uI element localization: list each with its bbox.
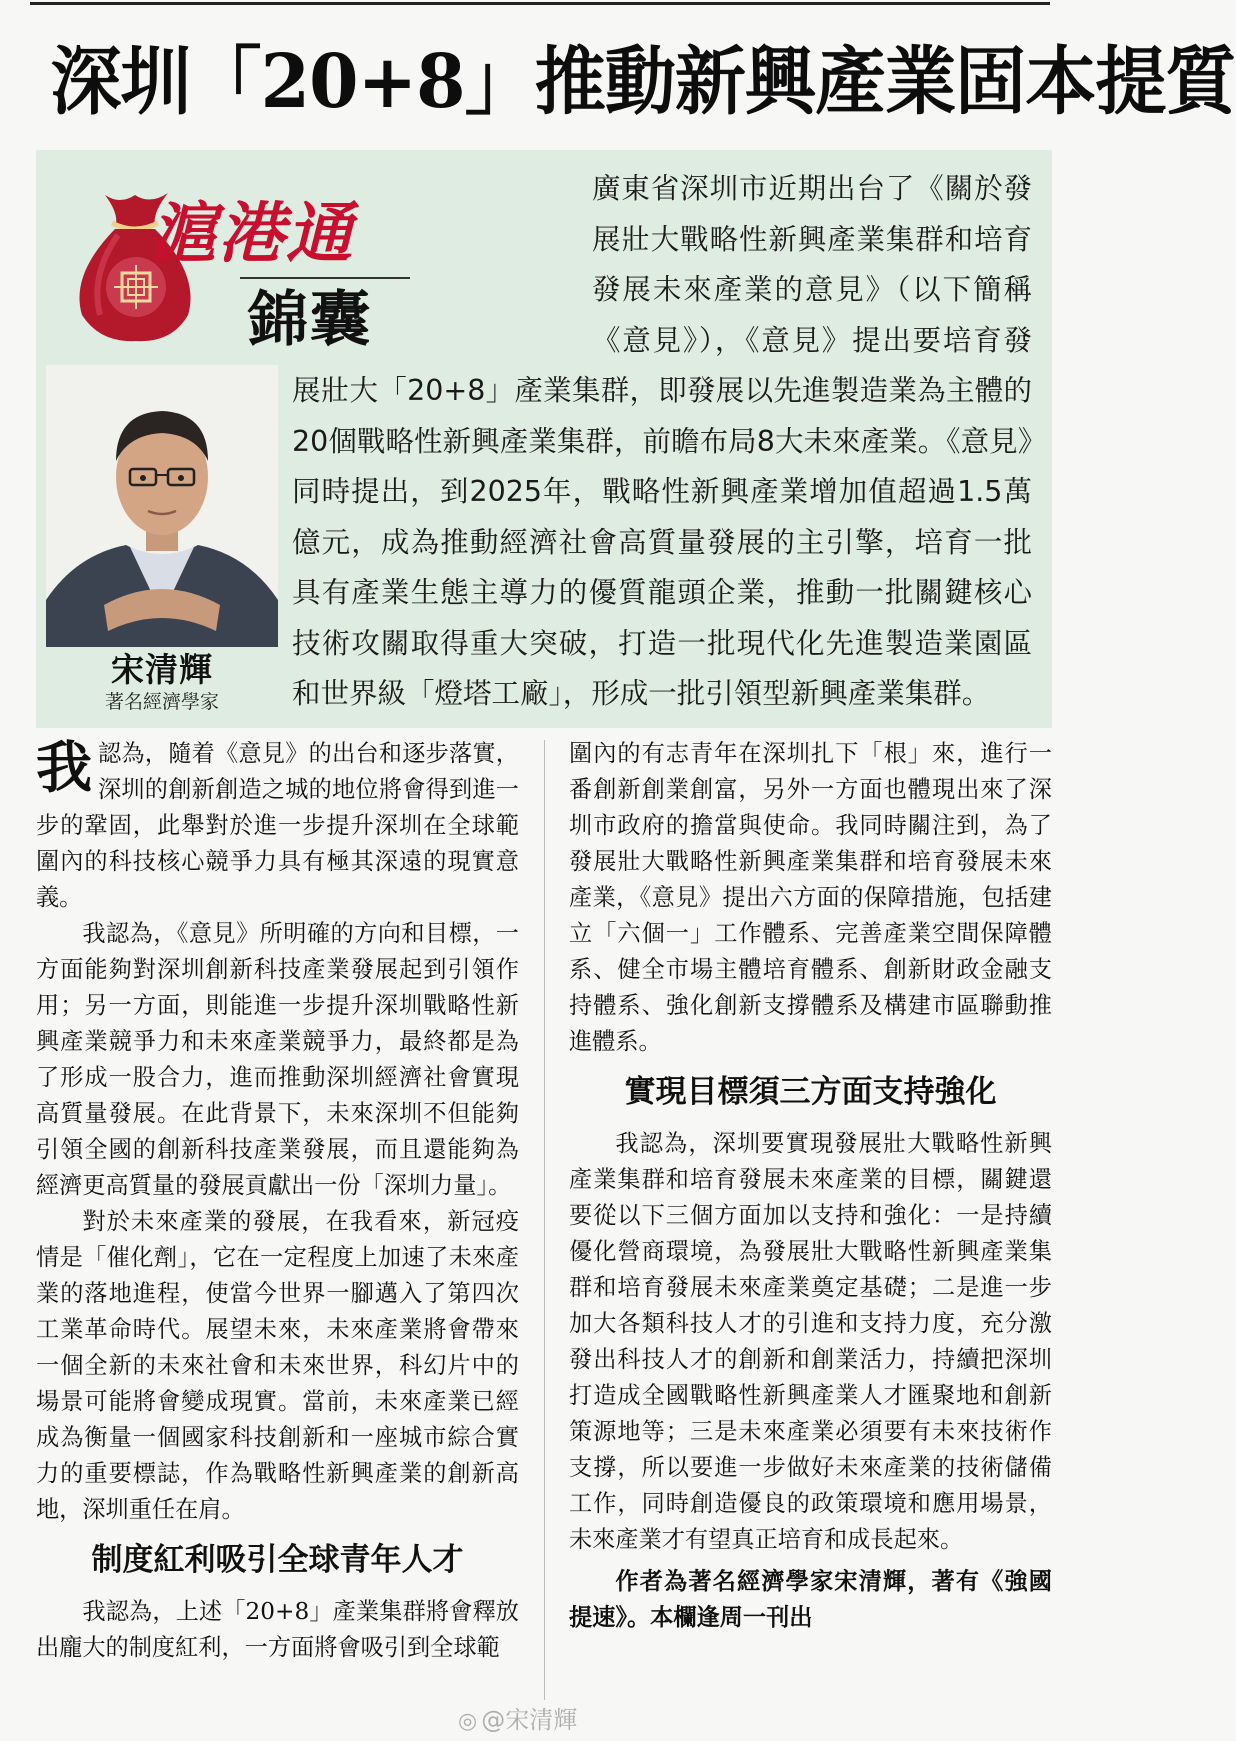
top-rule [30,2,1050,5]
watermark-text: @宋清輝 [481,1706,578,1734]
paragraph-text: 認為，隨着《意見》的出台和逐步落實，深圳的創新創造之城的地位將會得到進一步的鞏固，此舉對於進一步提升深圳在全球範圍內的科技核心競爭力具有極其深遠的現實意義。 [36,740,519,911]
article-column-left [36,736,519,1666]
subheading: 實現目標須三方面支持強化 [624,1074,997,1110]
body-paragraph: 對於未來產業的發展，在我看來，新冠疫情是「催化劑」，它在一定程度上加速了未來產業的落地進程，使當今世界一腳邁入了第四次工業革命時代。展望未來，未來產業將會帶來一個全新的未來社會和未來世界，科幻片中的場景可能將會變成現實。當前，未來產業已經成為衡量一個國家科技創新和一座城市綜合實力的重要標誌，作為戰略性新興產業的創新高地，深圳重任在肩。 [36,1208,519,1523]
watermark [458,1700,577,1735]
column-logo-title: 滬港通 [150,194,354,272]
body-paragraph: 我認為，《意見》所明確的方向和目標，一方面能夠對深圳創新科技產業發展起到引領作用；另一方面，則能進一步提升深圳戰略性新興產業競爭力和未來產業競爭力，最終都是為了形成一股合力，進而推動深圳經濟社會實現高質量發展。在此背景下，未來深圳不但能夠引領全國的創新科技產業發展，而且還能夠為經濟更高質量的發展貢獻出一份「深圳力量」。 [36,920,519,1199]
author-name: 宋清輝 [111,650,213,689]
author-title: 著名經濟學家 [104,691,219,713]
body-paragraph-continued: 圍內的有志青年在深圳扎下「根」來，進行一番創新創業創富，另外一方面也體現出來了深圳市政府的擔當與使命。我同時關注到，為了發展壯大戰略性新興產業集群和培育發展未來產業，《意見》提出六方面的保障措施，包括建立「六個一」工作體系、完善產業空間保障體系、健全市場主體培育體系、創新財政金融支持體系、強化創新支撐體系及構建市區聯動推進體系。 [569,740,1052,1055]
article-column-right [569,736,1052,1636]
author-byline [46,650,278,720]
intro-paragraph [292,164,1032,720]
weibo-icon: ◎ [458,1709,478,1734]
body-paragraph: 我認為，上述「20+8」產業集群將會釋放出龐大的制度紅利，一方面將會吸引到全球範 [36,1598,519,1661]
column-logo-subtitle: 錦囊 [248,285,372,355]
intro-wrap-spacer [292,164,592,366]
subheading: 制度紅利吸引全球青年人才 [91,1542,464,1578]
intro-text: 廣東省深圳市近期出台了《關於發展壯大戰略性新興產業集群和培育發展未來產業的意見》（以下簡稱《意見》），《意見》提出要培育發展壯大「20+8」產業集群，即發展以先進製造業為主體的20個戰略性新興產業集群，前瞻布局8大未來產業。《意見》同時提出，到2025年，戰略性新興產業增加值超過1.5萬億元，成為推動經濟社會高質量發展的主引擎，培育一批具有產業生態主導力的優質龍頭企業，推動一批關鍵核心技術攻關取得重大突破，打造一批現代化先進製造業園區和世界級「燈塔工廠」，形成一批引領型新興產業集群。 [292,172,1032,710]
drop-cap: 我 [36,735,92,801]
body-paragraph [36,736,519,916]
author-bio: 作者為著名經濟學家宋清輝，著有《強國提速》。本欄逢周一刊出 [569,1568,1052,1631]
headline: 深圳「20+8」推動新興產業固本提質 [50,39,1236,125]
body-paragraph: 我認為，深圳要實現發展壯大戰略性新興產業集群和培育發展未來產業的目標，關鍵還要從以下三個方面加以支持和強化：一是持續優化營商環境，為發展壯大戰略性新興產業集群和培育發展未來產業奠定基礎；二是進一步加大各類科技人才的引進和支持力度，充分激發出科技人才的創新和創業活力，持續把深圳打造成全國戰略性新興產業人才匯聚地和創新策源地等；三是未來產業必須要有未來技術作支撐，所以要進一步做好未來產業的技術儲備工作，同時創造優良的政策環境和應用場景，未來產業才有望真正培育和成長起來。 [569,1130,1052,1553]
column-divider [544,740,545,1700]
author-photo [46,365,278,647]
